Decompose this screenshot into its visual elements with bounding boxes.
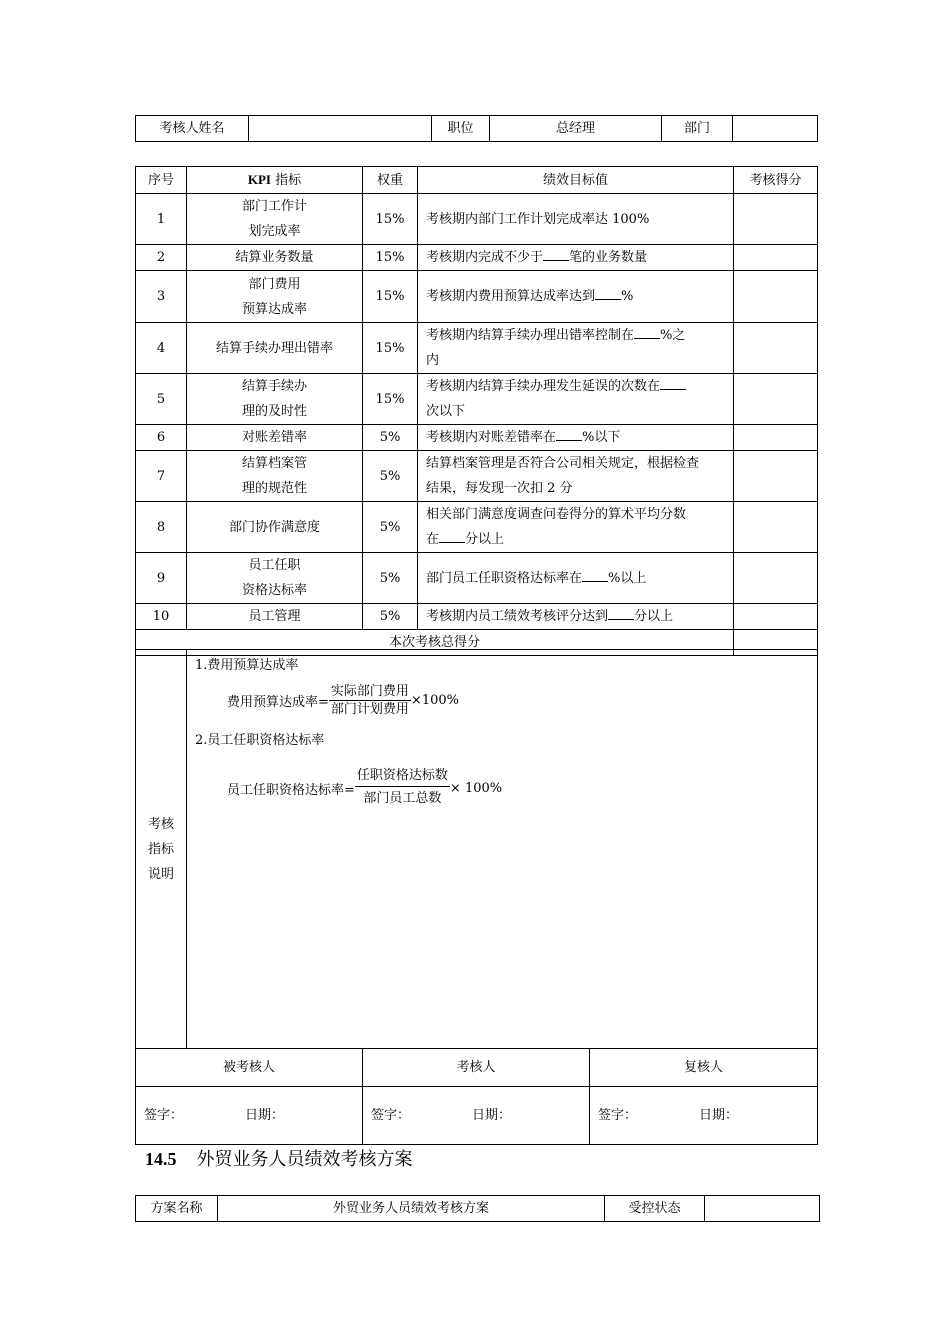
explain-content bbox=[187, 650, 818, 1049]
table-row bbox=[136, 502, 818, 553]
explain-side-label bbox=[136, 650, 187, 1049]
kpi-line-1: 结算档案管 bbox=[241, 456, 307, 471]
table-row bbox=[136, 271, 818, 323]
target bbox=[418, 271, 734, 323]
date-label: 日期： bbox=[699, 1108, 739, 1123]
side-line-1: 考核 bbox=[147, 816, 174, 832]
formula-2 bbox=[227, 766, 502, 811]
fill-blank[interactable] bbox=[582, 572, 608, 582]
kpi-table bbox=[135, 166, 818, 656]
target-text-suffix: 分以上 bbox=[634, 609, 674, 624]
formula-1-numerator: 实际部门费用 bbox=[330, 684, 409, 699]
target-text-suffix: 笔的业务数量 bbox=[569, 250, 648, 265]
col-score-header: 考核得分 bbox=[734, 167, 818, 194]
table-row bbox=[136, 245, 818, 271]
target-text: 考核期内对账差错率在 bbox=[426, 430, 557, 445]
score-cell[interactable] bbox=[734, 451, 818, 502]
row-no: 8 bbox=[136, 502, 187, 553]
formula-1-title: 1.费用预算达成率 bbox=[195, 658, 299, 673]
section-title: 外贸业务人员绩效考核方案 bbox=[196, 1149, 413, 1170]
score-cell[interactable] bbox=[734, 194, 818, 245]
section-number: 14.5 bbox=[145, 1149, 177, 1169]
table-row bbox=[136, 451, 818, 502]
kpi-name bbox=[187, 374, 363, 425]
weight: 15% bbox=[363, 194, 418, 245]
weight: 5% bbox=[363, 604, 418, 630]
kpi-line-1: 员工任职 bbox=[248, 558, 301, 573]
col-target-header: 绩效目标值 bbox=[418, 167, 734, 194]
explain-sign-table bbox=[135, 649, 818, 1145]
kpi-line-2: 资格达标率 bbox=[241, 583, 307, 598]
sign-label: 签字： bbox=[598, 1108, 638, 1123]
col-weight-header: 权重 bbox=[363, 167, 418, 194]
weight: 15% bbox=[363, 374, 418, 425]
formula-1-fraction bbox=[329, 683, 411, 718]
weight: 5% bbox=[363, 425, 418, 451]
target-text-suffix: %以下 bbox=[582, 430, 621, 445]
target-text-suffix: %之 bbox=[660, 328, 686, 343]
kpi-name bbox=[187, 451, 363, 502]
kpi-name bbox=[187, 194, 363, 245]
kpi-name: 员工管理 bbox=[187, 604, 363, 630]
target-text-suffix: 分以上 bbox=[465, 532, 505, 547]
kpi-line-2: 理的规范性 bbox=[241, 481, 307, 496]
target-text: 相关部门满意度调查问卷得分的算术平均分数 bbox=[426, 507, 687, 522]
date-label: 日期： bbox=[472, 1108, 512, 1123]
fill-blank[interactable] bbox=[556, 431, 582, 441]
formula-2-numerator: 任职资格达标数 bbox=[355, 766, 450, 787]
kpi-bold: KPI bbox=[247, 172, 271, 187]
row-no: 9 bbox=[136, 553, 187, 604]
weight: 5% bbox=[363, 451, 418, 502]
score-cell[interactable] bbox=[734, 271, 818, 323]
target-text: 考核期内结算手续办理出错率控制在 bbox=[426, 328, 635, 343]
section-heading bbox=[145, 1145, 413, 1171]
assessor-sign-cell[interactable] bbox=[363, 1087, 590, 1145]
fill-blank[interactable] bbox=[439, 533, 465, 543]
target-text: 结算档案管理是否符合公司相关规定，根据检查 bbox=[426, 456, 700, 471]
assessor-header: 考核人 bbox=[363, 1049, 590, 1087]
kpi-name bbox=[187, 553, 363, 604]
fill-blank[interactable] bbox=[660, 380, 686, 390]
plan-info-table bbox=[135, 1195, 820, 1222]
kpi-line-2: 理的及时性 bbox=[241, 404, 307, 419]
target bbox=[418, 323, 734, 374]
weight: 15% bbox=[363, 245, 418, 271]
kpi-name: 部门协作满意度 bbox=[187, 502, 363, 553]
side-line-2: 指标 bbox=[147, 841, 174, 857]
target bbox=[418, 194, 734, 245]
side-line-3: 说明 bbox=[147, 866, 174, 882]
sign-label: 签字： bbox=[144, 1108, 184, 1123]
kpi-rest: 指标 bbox=[275, 173, 302, 188]
formula-1 bbox=[227, 683, 459, 718]
sign-row bbox=[136, 1087, 818, 1145]
table-row bbox=[136, 553, 818, 604]
fill-blank[interactable] bbox=[543, 251, 569, 261]
formula-2-title: 2.员工任职资格达标率 bbox=[195, 733, 325, 748]
score-cell[interactable] bbox=[734, 245, 818, 271]
controlled-status-label: 受控状态 bbox=[605, 1196, 705, 1222]
target-text-suffix: % bbox=[621, 289, 634, 304]
table-row bbox=[136, 374, 818, 425]
plan-name-value: 外贸业务人员绩效考核方案 bbox=[218, 1196, 605, 1222]
target-text-line2: 结果，每发现一次扣 2 分 bbox=[426, 481, 573, 496]
row-no: 4 bbox=[136, 323, 187, 374]
score-cell[interactable] bbox=[734, 604, 818, 630]
fill-blank[interactable] bbox=[634, 329, 660, 339]
table-row bbox=[136, 194, 818, 245]
kpi-name: 结算手续办理出错率 bbox=[187, 323, 363, 374]
row-no: 6 bbox=[136, 425, 187, 451]
score-cell[interactable] bbox=[734, 502, 818, 553]
formula-2-lhs: 员工任职资格达标率= bbox=[227, 783, 355, 798]
kpi-line-1: 结算手续办 bbox=[241, 379, 307, 394]
row-no: 1 bbox=[136, 194, 187, 245]
date-label: 日期： bbox=[245, 1108, 285, 1123]
target-text: 考核期内部门工作计划完成率达 100% bbox=[426, 211, 650, 227]
col-kpi-header bbox=[187, 167, 363, 194]
position-label: 职位 bbox=[432, 116, 490, 142]
score-cell[interactable] bbox=[734, 323, 818, 374]
target-text: 考核期内费用预算达成率达到 bbox=[426, 289, 596, 304]
plan-name-label: 方案名称 bbox=[136, 1196, 218, 1222]
weight: 5% bbox=[363, 553, 418, 604]
target bbox=[418, 553, 734, 604]
kpi-name: 对账差错率 bbox=[187, 425, 363, 451]
kpi-name bbox=[187, 271, 363, 323]
target-text-suffix: %以上 bbox=[608, 570, 647, 586]
sign-header-row bbox=[136, 1049, 818, 1087]
formula-2-denominator: 部门员工总数 bbox=[363, 791, 442, 806]
position-value: 总经理 bbox=[490, 116, 662, 142]
row-no: 10 bbox=[136, 604, 187, 630]
formula-2-multiplier: × 100% bbox=[449, 781, 503, 796]
table-row bbox=[136, 604, 818, 630]
assessor-info-table bbox=[135, 115, 818, 142]
kpi-line-2: 划完成率 bbox=[248, 224, 301, 239]
row-no: 5 bbox=[136, 374, 187, 425]
reviewer-sign-cell[interactable] bbox=[590, 1087, 818, 1145]
sign-label: 签字： bbox=[371, 1108, 411, 1123]
assessee-header: 被考核人 bbox=[136, 1049, 363, 1087]
assessor-name-label: 考核人姓名 bbox=[136, 116, 249, 142]
target-text: 部门员工任职资格达标率在 bbox=[426, 570, 583, 586]
fill-blank[interactable] bbox=[608, 610, 634, 620]
assessee-sign-cell[interactable] bbox=[136, 1087, 363, 1145]
department-label: 部门 bbox=[662, 116, 733, 142]
formula-1-multiplier: ×100% bbox=[410, 693, 459, 708]
formula-1-denominator: 部门计划费用 bbox=[330, 702, 409, 717]
table-row bbox=[136, 323, 818, 374]
formula-1-lhs: 费用预算达成率= bbox=[227, 695, 329, 710]
score-cell[interactable] bbox=[734, 553, 818, 604]
kpi-line-2: 预算达成率 bbox=[241, 301, 307, 317]
kpi-header-row bbox=[136, 167, 818, 194]
reviewer-header: 复核人 bbox=[590, 1049, 818, 1087]
target bbox=[418, 502, 734, 553]
kpi-name: 结算业务数量 bbox=[187, 245, 363, 271]
explain-row bbox=[136, 650, 818, 1049]
kpi-line-1: 部门工作计 bbox=[241, 199, 307, 214]
target bbox=[418, 451, 734, 502]
assessor-name-value[interactable] bbox=[249, 116, 432, 142]
target bbox=[418, 604, 734, 630]
weight: 15% bbox=[363, 271, 418, 323]
target-text: 考核期内完成不少于 bbox=[426, 250, 544, 265]
weight: 5% bbox=[363, 502, 418, 553]
row-no: 3 bbox=[136, 271, 187, 323]
col-no-header: 序号 bbox=[136, 167, 187, 194]
target-text-line2: 在 bbox=[426, 532, 440, 547]
department-value[interactable] bbox=[733, 116, 818, 142]
score-cell[interactable] bbox=[734, 374, 818, 425]
target-text-line2: 内 bbox=[426, 353, 440, 368]
target-text: 考核期内员工绩效考核评分达到 bbox=[426, 609, 609, 624]
row-no: 2 bbox=[136, 245, 187, 271]
target bbox=[418, 374, 734, 425]
controlled-status-value[interactable] bbox=[705, 1196, 820, 1222]
total-score-label: 本次考核总得分 bbox=[136, 630, 734, 656]
table-row bbox=[136, 425, 818, 451]
target-text-line2: 次以下 bbox=[426, 404, 466, 419]
score-cell[interactable] bbox=[734, 425, 818, 451]
row-no: 7 bbox=[136, 451, 187, 502]
kpi-line-1: 部门费用 bbox=[248, 276, 301, 292]
target bbox=[418, 245, 734, 271]
formula-2-fraction bbox=[355, 766, 450, 811]
target bbox=[418, 425, 734, 451]
weight: 15% bbox=[363, 323, 418, 374]
fill-blank[interactable] bbox=[595, 290, 621, 300]
target-text: 考核期内结算手续办理发生延误的次数在 bbox=[426, 379, 661, 394]
